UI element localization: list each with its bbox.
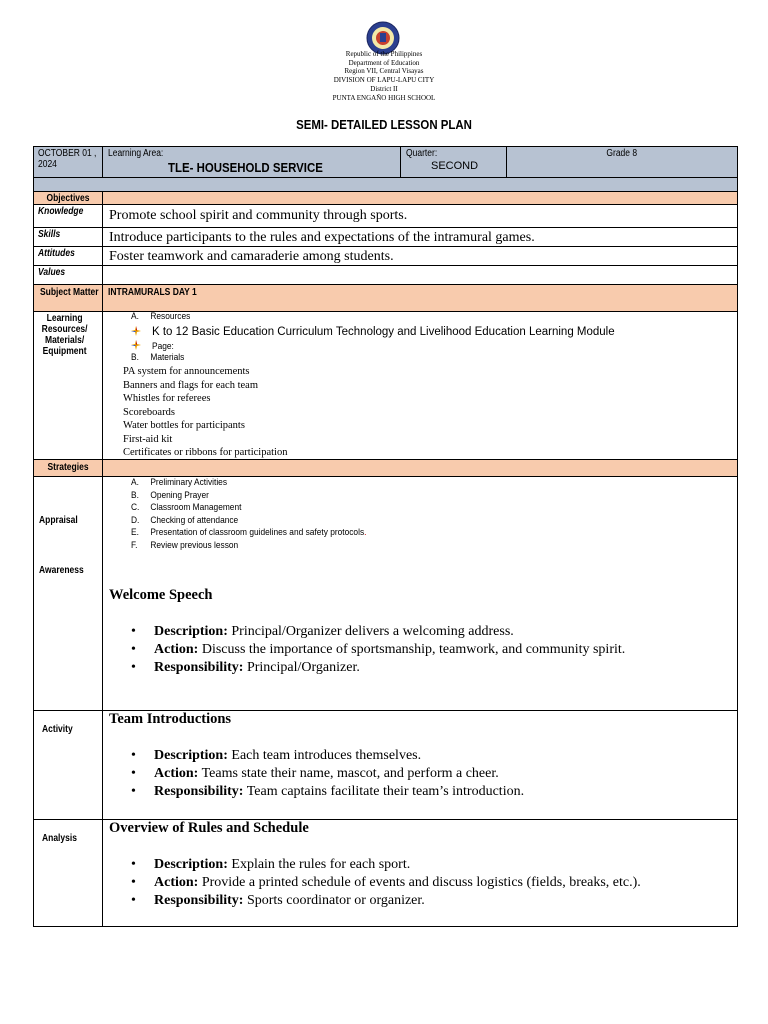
appraisal-item: F. Review previous lesson — [131, 539, 239, 551]
appraisal-item: E. Presentation of classroom guidelines and safety protocols. — [131, 527, 367, 539]
materials-heading — [131, 352, 192, 365]
material-item: Water bottles for participants — [123, 420, 245, 431]
resources-heading-text: Resources — [150, 311, 191, 322]
appraisal-item: C. Classroom Management — [131, 502, 242, 514]
learning-resources-label: Learning Resources/ Materials/ Equipment — [41, 313, 88, 357]
header-line-district: District II — [370, 84, 398, 93]
subject-matter-value: INTRAMURALS DAY 1 — [108, 287, 197, 298]
quarter-label: Quarter: — [406, 148, 438, 159]
header-line-school: PUNTA ENGAÑO HIGH SCHOOL — [332, 93, 436, 102]
analysis-label: Analysis — [42, 833, 77, 844]
appraisal-item: D. Checking of attendance — [131, 514, 239, 526]
appraisal-item: B. Opening Prayer — [131, 489, 209, 501]
strategies-label-cell — [33, 459, 103, 477]
material-item: Certificates or ribbons for participation — [123, 447, 288, 458]
objectives-value-cell — [102, 191, 738, 205]
values-label-cell — [33, 265, 103, 285]
learning-area-cell — [102, 146, 401, 178]
attitudes-cell — [102, 246, 738, 266]
material-item: Banners and flags for each team — [123, 379, 258, 391]
analysis-cell — [102, 819, 738, 927]
values-label: Values — [38, 267, 66, 278]
list-item: • Description: Principal/Organizer delivers a welcoming address. — [131, 623, 625, 641]
objectives-label: Objectives — [46, 193, 90, 204]
rules-schedule-list — [131, 856, 641, 910]
rules-schedule-title: Overview of Rules and Schedule — [109, 820, 309, 836]
red-dot: . — [364, 527, 367, 539]
skills-label-cell — [33, 227, 103, 247]
page-title: SEMI- DETAILED LESSON PLAN — [296, 117, 472, 132]
grade-cell — [506, 146, 738, 178]
subject-matter-cell — [102, 284, 738, 312]
attitudes-label-cell — [33, 246, 103, 266]
sparkle-bullet-icon — [131, 340, 141, 350]
materials-mark: B. — [131, 352, 139, 363]
awareness-label: Awareness — [39, 565, 84, 576]
appraisal-label: Appraisal — [39, 515, 78, 526]
quarter-value: SECOND — [431, 160, 479, 172]
welcome-speech-title: Welcome Speech — [109, 587, 213, 603]
appraisal-label-cell — [33, 476, 103, 711]
list-item: • Responsibility: Team captains facilitate their team’s introduction. — [131, 783, 524, 801]
resources-mark: A. — [131, 311, 139, 322]
welcome-speech-list — [131, 623, 625, 677]
learning-area-label: Learning Area: — [108, 148, 164, 159]
attitudes-text: Foster teamwork and camaraderie among students. — [109, 249, 394, 264]
list-item: • Responsibility: Sports coordinator or organizer. — [131, 892, 641, 910]
list-item: • Description: Each team introduces themselves. — [131, 747, 524, 765]
skills-text: Introduce participants to the rules and expectations of the intramural games. — [109, 230, 535, 245]
strategies-value-cell — [102, 459, 738, 477]
appraisal-list — [131, 477, 366, 553]
subject-matter-label: Subject Matter — [40, 287, 99, 298]
sparkle-bullet-icon — [131, 326, 141, 336]
materials-heading-text: Materials — [150, 352, 185, 363]
learning-area-value: TLE- HOUSEHOLD SERVICE — [168, 160, 323, 175]
knowledge-label: Knowledge — [38, 206, 84, 217]
resource-item-module — [131, 325, 615, 339]
material-item: First-aid kit — [123, 433, 173, 445]
team-introductions-list — [131, 747, 524, 801]
appraisal-item: A. Preliminary Activities — [131, 477, 228, 488]
team-introductions-title: Team Introductions — [109, 711, 232, 727]
activity-cell — [102, 710, 738, 820]
header-line-division: DIVISION OF LAPU-LAPU CITY — [333, 76, 435, 85]
activity-label: Activity — [42, 724, 73, 735]
skills-cell — [102, 227, 738, 247]
objectives-label-cell — [33, 191, 103, 205]
quarter-cell — [400, 146, 507, 178]
list-item: • Action: Provide a printed schedule of events and discuss logistics (fields, breaks, etc.). — [131, 874, 641, 892]
skills-label: Skills — [38, 229, 61, 240]
header-line-deped: Department of Education — [348, 58, 420, 67]
strategies-label: Strategies — [47, 462, 89, 473]
material-item: Whistles for referees — [123, 393, 211, 404]
list-item: • Action: Discuss the importance of sportsmanship, teamwork, and community spirit. — [131, 641, 625, 659]
list-item: • Description: Explain the rules for each sport. — [131, 856, 641, 874]
values-cell — [102, 265, 738, 285]
date-cell — [33, 146, 103, 178]
header-address — [0, 50, 768, 102]
activity-label-cell — [33, 710, 103, 820]
resource-page-text: Page: — [152, 341, 174, 352]
header-line-republic: Republic of the Philippines — [345, 50, 423, 58]
list-item: • Action: Teams state their name, mascot, and perform a cheer. — [131, 765, 524, 783]
learning-resources-cell — [102, 311, 738, 460]
date-text: OCTOBER 01 , 2024 — [38, 148, 97, 170]
knowledge-cell — [102, 204, 738, 228]
materials-list — [123, 365, 287, 460]
knowledge-text: Promote school spirit and community through sports. — [109, 208, 408, 223]
attitudes-label: Attitudes — [38, 248, 75, 259]
appraisal-cell — [102, 476, 738, 711]
subject-matter-label-cell — [33, 284, 103, 312]
grade-text: Grade 8 — [606, 148, 638, 159]
material-item: Scoreboards — [123, 406, 175, 418]
list-item: • Responsibility: Principal/Organizer. — [131, 659, 625, 677]
blank-shaded-row — [33, 177, 738, 192]
material-item: PA system for announcements — [123, 366, 250, 377]
analysis-label-cell — [33, 819, 103, 927]
knowledge-label-cell — [33, 204, 103, 228]
resources-heading — [131, 311, 198, 324]
header-line-region: Region VII, Central Visayas — [344, 67, 424, 76]
resource-module-text: K to 12 Basic Education Curriculum Technology and Livelihood Education Learning Module — [152, 326, 615, 338]
learning-resources-label-cell — [33, 311, 103, 460]
